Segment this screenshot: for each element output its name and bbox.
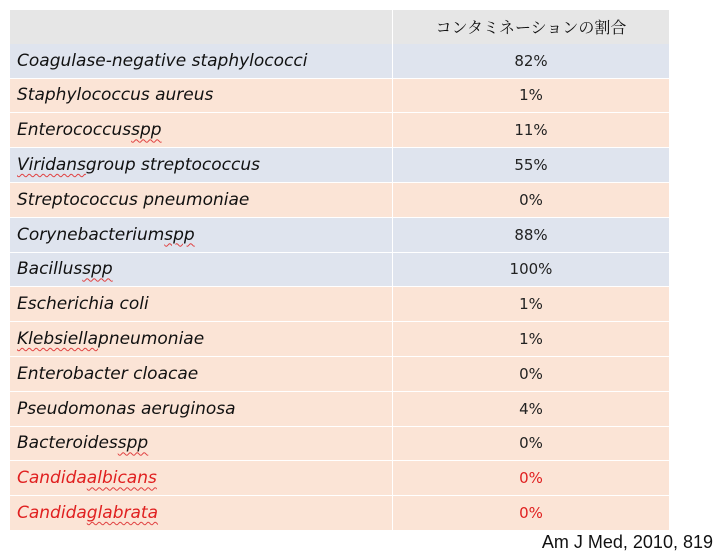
organism-name-underlined: glabrata <box>86 503 159 524</box>
table-header-row <box>10 10 669 44</box>
organism-name-main: Candida <box>17 468 87 489</box>
table-row <box>10 460 669 495</box>
table-row <box>10 391 669 426</box>
organism-name <box>10 357 393 391</box>
table-row <box>10 495 669 530</box>
table-row <box>10 78 669 113</box>
organism-name-underlined: Klebsiella <box>17 329 99 350</box>
organism-name-rest: group streptococcus <box>85 155 260 176</box>
organism-name <box>10 287 393 321</box>
organism-name-main: Corynebacterium <box>17 224 165 245</box>
contamination-rate: 0% <box>519 364 543 383</box>
organism-name <box>10 461 393 495</box>
contamination-rate: 0% <box>519 469 543 488</box>
organism-name <box>10 392 393 426</box>
organism-name-main: Bacteroides <box>17 433 118 454</box>
organism-name-main: Staphylococcus aureus <box>17 85 214 106</box>
organism-name <box>10 427 393 461</box>
organism-name-main: Bacillus <box>17 259 83 280</box>
table-row <box>10 217 669 252</box>
table-row <box>10 44 669 78</box>
table-row <box>10 182 669 217</box>
organism-name <box>10 218 393 252</box>
contamination-rate: 4% <box>519 399 543 418</box>
organism-name-underlined: spp <box>117 433 149 454</box>
table-row <box>10 147 669 182</box>
contamination-rate: 0% <box>519 504 543 523</box>
contamination-rate: 55% <box>514 156 548 175</box>
table-row <box>10 252 669 287</box>
organism-name <box>10 79 393 113</box>
contamination-rate: 1% <box>519 295 543 314</box>
header-organism-cell <box>10 10 393 44</box>
contamination-rate: 82% <box>514 51 548 70</box>
table-body <box>10 44 669 530</box>
contamination-rate: 1% <box>519 330 543 349</box>
table-row <box>10 286 669 321</box>
organism-name-main: Pseudomonas aeruginosa <box>17 398 236 419</box>
table-row <box>10 356 669 391</box>
organism-name-rest: pneumoniae <box>98 329 205 350</box>
organism-name <box>10 148 393 182</box>
table-row <box>10 112 669 147</box>
organism-name-main: Candida <box>17 503 87 524</box>
organism-name <box>10 113 393 147</box>
organism-name-underlined: spp <box>131 120 162 141</box>
organism-name-main: Coagulase-negative staphylococci <box>17 50 308 71</box>
organism-name <box>10 183 393 217</box>
contamination-rate: 88% <box>514 225 548 244</box>
contamination-rate: 11% <box>514 121 548 140</box>
organism-name-underlined: spp <box>82 259 113 280</box>
organism-name-main: Escherichia coli <box>17 294 149 315</box>
contamination-rate: 1% <box>519 86 543 105</box>
table-row <box>10 426 669 461</box>
table-row <box>10 321 669 356</box>
organism-name <box>10 253 393 287</box>
header-contamination-rate: コンタミネーションの割合 <box>435 18 627 38</box>
organism-name-underlined: albicans <box>86 468 157 489</box>
organism-name <box>10 44 393 78</box>
contamination-rate: 100% <box>509 260 553 279</box>
organism-name-main: Streptococcus pneumoniae <box>17 189 250 210</box>
organism-name-underlined: spp <box>164 224 195 245</box>
contamination-rate: 0% <box>519 434 543 453</box>
organism-name-main: Enterococcus <box>17 120 132 141</box>
organism-name-underlined: Viridans <box>17 155 86 176</box>
organism-name-main: Enterobacter cloacae <box>17 363 199 384</box>
organism-name <box>10 496 393 530</box>
contamination-rate: 0% <box>519 190 543 209</box>
organism-name <box>10 322 393 356</box>
contamination-table <box>10 10 669 530</box>
citation-text: Am J Med, 2010, 819 <box>541 532 713 552</box>
